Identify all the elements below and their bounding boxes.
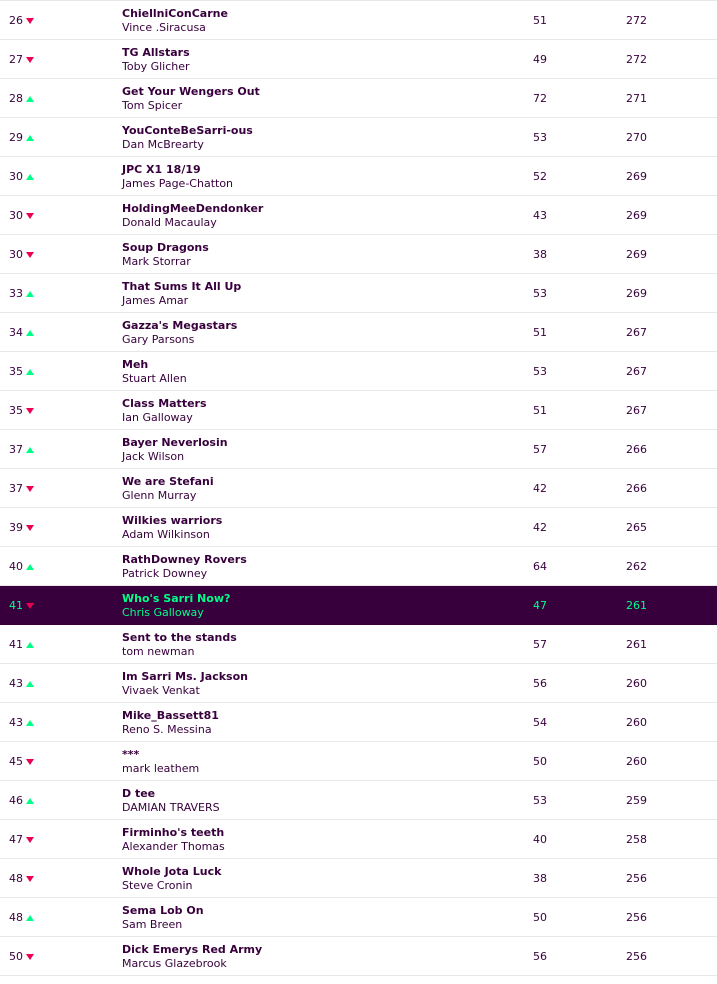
manager-name: Donald Macaulay xyxy=(122,216,217,229)
rank-value: 37 xyxy=(9,482,23,495)
gameweek-points: 40 xyxy=(533,833,547,846)
gameweek-points: 49 xyxy=(533,53,547,66)
gameweek-points: 64 xyxy=(533,560,547,573)
table-row[interactable] xyxy=(0,469,717,508)
gameweek-points: 38 xyxy=(533,872,547,885)
rank-down-icon xyxy=(26,213,34,219)
gameweek-points: 53 xyxy=(533,287,547,300)
gameweek-points: 57 xyxy=(533,638,547,651)
gameweek-points: 54 xyxy=(533,716,547,729)
manager-name: Chris Galloway xyxy=(122,606,204,619)
team-name-link[interactable]: Soup Dragons xyxy=(122,241,209,254)
rank-down-icon xyxy=(26,57,34,63)
gameweek-points: 57 xyxy=(533,443,547,456)
rank-down-icon xyxy=(26,603,34,609)
rank-down-icon xyxy=(26,525,34,531)
total-points: 269 xyxy=(626,170,647,183)
gameweek-points: 43 xyxy=(533,209,547,222)
rank-up-icon xyxy=(26,681,34,687)
manager-name: DAMIAN TRAVERS xyxy=(122,801,220,814)
team-name-link[interactable]: RathDowney Rovers xyxy=(122,553,247,566)
manager-name: Glenn Murray xyxy=(122,489,197,502)
team-name-link[interactable]: Firminho's teeth xyxy=(122,826,225,839)
gameweek-points: 47 xyxy=(533,599,547,612)
rank-up-icon xyxy=(26,642,34,648)
rank-value: 28 xyxy=(9,92,23,105)
team-name-link[interactable]: D tee xyxy=(122,787,156,800)
total-points: 266 xyxy=(626,443,647,456)
total-points: 266 xyxy=(626,482,647,495)
table-row[interactable] xyxy=(0,586,717,625)
table-row[interactable] xyxy=(0,79,717,118)
table-row[interactable] xyxy=(0,196,717,235)
rank-value: 50 xyxy=(9,950,23,963)
gameweek-points: 56 xyxy=(533,950,547,963)
table-row[interactable] xyxy=(0,703,717,742)
total-points: 258 xyxy=(626,833,647,846)
gameweek-points: 42 xyxy=(533,482,547,495)
manager-name: Jack Wilson xyxy=(122,450,185,463)
manager-name: Dan McBrearty xyxy=(122,138,204,151)
table-row[interactable] xyxy=(0,508,717,547)
table-row[interactable] xyxy=(0,352,717,391)
table-row[interactable] xyxy=(0,391,717,430)
team-name-link[interactable]: We are Stefani xyxy=(122,475,214,488)
total-points: 262 xyxy=(626,560,647,573)
rank-up-icon xyxy=(26,291,34,297)
rank-up-icon xyxy=(26,915,34,921)
team-name-link[interactable]: Sent to the stands xyxy=(122,631,237,644)
rank-up-icon xyxy=(26,720,34,726)
gameweek-points: 38 xyxy=(533,248,547,261)
total-points: 261 xyxy=(626,638,647,651)
table-row[interactable] xyxy=(0,547,717,586)
rank-value: 48 xyxy=(9,872,23,885)
table-row[interactable] xyxy=(0,859,717,898)
manager-name: mark leathem xyxy=(122,762,200,775)
total-points: 269 xyxy=(626,248,647,261)
rank-value: 33 xyxy=(9,287,23,300)
manager-name: Vivaek Venkat xyxy=(122,684,200,697)
gameweek-points: 42 xyxy=(533,521,547,534)
table-row[interactable] xyxy=(0,781,717,820)
manager-name: Tom Spicer xyxy=(122,99,183,112)
team-name-link[interactable]: Class Matters xyxy=(122,397,207,410)
rank-value: 41 xyxy=(9,599,23,612)
team-name-link[interactable]: Sema Lob On xyxy=(122,904,204,917)
total-points: 267 xyxy=(626,365,647,378)
team-name-link[interactable]: Bayer Neverlosin xyxy=(122,436,228,449)
team-name-link[interactable]: Meh xyxy=(122,358,149,371)
total-points: 259 xyxy=(626,794,647,807)
team-name-link[interactable]: JPC X1 18/19 xyxy=(122,163,201,176)
manager-name: Gary Parsons xyxy=(122,333,195,346)
rank-value: 29 xyxy=(9,131,23,144)
manager-name: Sam Breen xyxy=(122,918,183,931)
rank-value: 27 xyxy=(9,53,23,66)
total-points: 260 xyxy=(626,677,647,690)
rank-down-icon xyxy=(26,18,34,24)
rank-up-icon xyxy=(26,174,34,180)
gameweek-points: 51 xyxy=(533,14,547,27)
team-name-link[interactable]: HoldingMeeDendonker xyxy=(122,202,264,215)
table-row[interactable] xyxy=(0,274,717,313)
team-name-link[interactable]: That Sums It All Up xyxy=(122,280,242,293)
rank-up-icon xyxy=(26,96,34,102)
total-points: 271 xyxy=(626,92,647,105)
rank-value: 39 xyxy=(9,521,23,534)
table-row[interactable] xyxy=(0,664,717,703)
rank-value: 48 xyxy=(9,911,23,924)
rank-down-icon xyxy=(26,486,34,492)
rank-up-icon xyxy=(26,135,34,141)
manager-name: Toby Glicher xyxy=(122,60,190,73)
rank-value: 43 xyxy=(9,716,23,729)
rank-value: 41 xyxy=(9,638,23,651)
manager-name: Stuart Allen xyxy=(122,372,187,385)
rank-value: 30 xyxy=(9,248,23,261)
total-points: 260 xyxy=(626,716,647,729)
team-name-link[interactable]: Get Your Wengers Out xyxy=(122,85,260,98)
rank-down-icon xyxy=(26,759,34,765)
table-row[interactable] xyxy=(0,157,717,196)
rank-up-icon xyxy=(26,330,34,336)
gameweek-points: 51 xyxy=(533,404,547,417)
table-row[interactable] xyxy=(0,235,717,274)
gameweek-points: 50 xyxy=(533,755,547,768)
rank-value: 40 xyxy=(9,560,23,573)
rank-value: 46 xyxy=(9,794,23,807)
rank-up-icon xyxy=(26,564,34,570)
table-row[interactable] xyxy=(0,40,717,79)
manager-name: Steve Cronin xyxy=(122,879,193,892)
gameweek-points: 50 xyxy=(533,911,547,924)
gameweek-points: 53 xyxy=(533,365,547,378)
table-row[interactable] xyxy=(0,0,717,40)
rank-down-icon xyxy=(26,837,34,843)
rank-value: 37 xyxy=(9,443,23,456)
total-points: 260 xyxy=(626,755,647,768)
manager-name: Reno S. Messina xyxy=(122,723,212,736)
team-name-link[interactable]: Who's Sarri Now? xyxy=(122,592,231,605)
manager-name: Vince .Siracusa xyxy=(122,21,206,34)
team-name-link[interactable]: TG Allstars xyxy=(122,46,190,59)
team-name-link[interactable]: Im Sarri Ms. Jackson xyxy=(122,670,248,683)
total-points: 272 xyxy=(626,14,647,27)
manager-name: Patrick Downey xyxy=(122,567,208,580)
rank-down-icon xyxy=(26,876,34,882)
table-row[interactable] xyxy=(0,430,717,469)
manager-name: Mark Storrar xyxy=(122,255,191,268)
total-points: 267 xyxy=(626,326,647,339)
manager-name: tom newman xyxy=(122,645,195,658)
rank-value: 45 xyxy=(9,755,23,768)
table-row[interactable] xyxy=(0,820,717,859)
rank-value: 30 xyxy=(9,170,23,183)
manager-name: Ian Galloway xyxy=(122,411,193,424)
manager-name: Alexander Thomas xyxy=(122,840,225,853)
gameweek-points: 53 xyxy=(533,794,547,807)
rank-up-icon xyxy=(26,447,34,453)
gameweek-points: 53 xyxy=(533,131,547,144)
gameweek-points: 51 xyxy=(533,326,547,339)
rank-up-icon xyxy=(26,798,34,804)
team-name-link[interactable]: Gazza's Megastars xyxy=(122,319,238,332)
gameweek-points: 56 xyxy=(533,677,547,690)
total-points: 256 xyxy=(626,911,647,924)
rank-down-icon xyxy=(26,408,34,414)
rank-value: 30 xyxy=(9,209,23,222)
rank-value: 35 xyxy=(9,365,23,378)
table-row[interactable] xyxy=(0,742,717,781)
team-name-link[interactable]: YouConteBeSarri-ous xyxy=(122,124,253,137)
total-points: 269 xyxy=(626,209,647,222)
gameweek-points: 52 xyxy=(533,170,547,183)
table-row[interactable] xyxy=(0,625,717,664)
rank-up-icon xyxy=(26,369,34,375)
manager-name: Adam Wilkinson xyxy=(122,528,210,541)
total-points: 267 xyxy=(626,404,647,417)
table-row[interactable] xyxy=(0,313,717,352)
rank-value: 35 xyxy=(9,404,23,417)
rank-value: 34 xyxy=(9,326,23,339)
team-name-link[interactable]: ChiellniConCarne xyxy=(122,7,228,20)
total-points: 269 xyxy=(626,287,647,300)
table-row[interactable] xyxy=(0,898,717,937)
total-points: 261 xyxy=(626,599,647,612)
manager-name: James Amar xyxy=(122,294,189,307)
total-points: 272 xyxy=(626,53,647,66)
rank-value: 26 xyxy=(9,14,23,27)
table-row[interactable] xyxy=(0,937,717,976)
manager-name: James Page-Chatton xyxy=(122,177,234,190)
table-row[interactable] xyxy=(0,118,717,157)
rank-down-icon xyxy=(26,954,34,960)
total-points: 256 xyxy=(626,872,647,885)
team-name-link[interactable]: Whole Jota Luck xyxy=(122,865,222,878)
rank-value: 47 xyxy=(9,833,23,846)
team-name-link[interactable]: Wilkies warriors xyxy=(122,514,223,527)
gameweek-points: 72 xyxy=(533,92,547,105)
rank-value: 43 xyxy=(9,677,23,690)
total-points: 265 xyxy=(626,521,647,534)
rank-down-icon xyxy=(26,252,34,258)
total-points: 256 xyxy=(626,950,647,963)
total-points: 270 xyxy=(626,131,647,144)
team-name-link[interactable]: *** xyxy=(122,748,140,761)
manager-name: Marcus Glazebrook xyxy=(122,957,227,970)
team-name-link[interactable]: Dick Emerys Red Army xyxy=(122,943,263,956)
team-name-link[interactable]: Mike_Bassett81 xyxy=(122,709,219,722)
